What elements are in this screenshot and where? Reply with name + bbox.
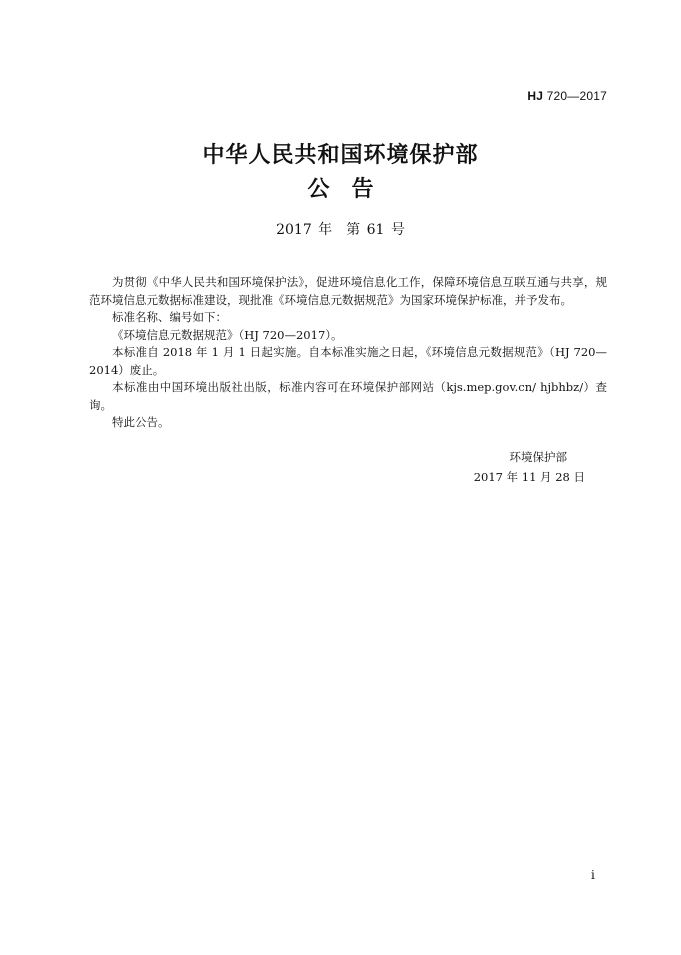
body-paragraph: 《环境信息元数据规范》（HJ 720—2017）。 [112,327,343,342]
notice-title: 公告 [307,177,396,202]
standard-prefix: HJ [527,89,544,103]
body-paragraph: 标准名称、编号如下： [112,310,227,324]
body-paragraph: 特此公告。 [112,415,170,429]
signature-organization: 环境保护部 [509,450,567,464]
standard-code [527,89,607,103]
body-paragraph: 为贯彻《中华人民共和国环境保护法》，促进环境信息化工作，保障环境信息互联互通与共享，规范环境信息元数据标准建设，现批准《环境信息元数据规范》为国家环境保护标准，并予发布。 [89,275,607,307]
signature-date: 2017 年 11 月 28 日 [473,470,585,484]
issue-number: 2017 年 第 61 号 [276,222,405,238]
body-paragraph: 本标准由中国环境出版社出版，标准内容可在环境保护部网站（kjs.mep.gov.cn/ hjbhbz/）查询。 [89,380,607,412]
standard-number: 720—2017 [546,89,607,103]
ministry-title: 中华人民共和国环境保护部 [202,143,479,168]
body-paragraph: 本标准自 2018 年 1 月 1 日起实施。自本标准实施之日起，《环境信息元数据规范》（HJ 720—2014）废止。 [89,345,607,377]
notice-body [89,274,607,432]
page-number: i [591,868,595,882]
